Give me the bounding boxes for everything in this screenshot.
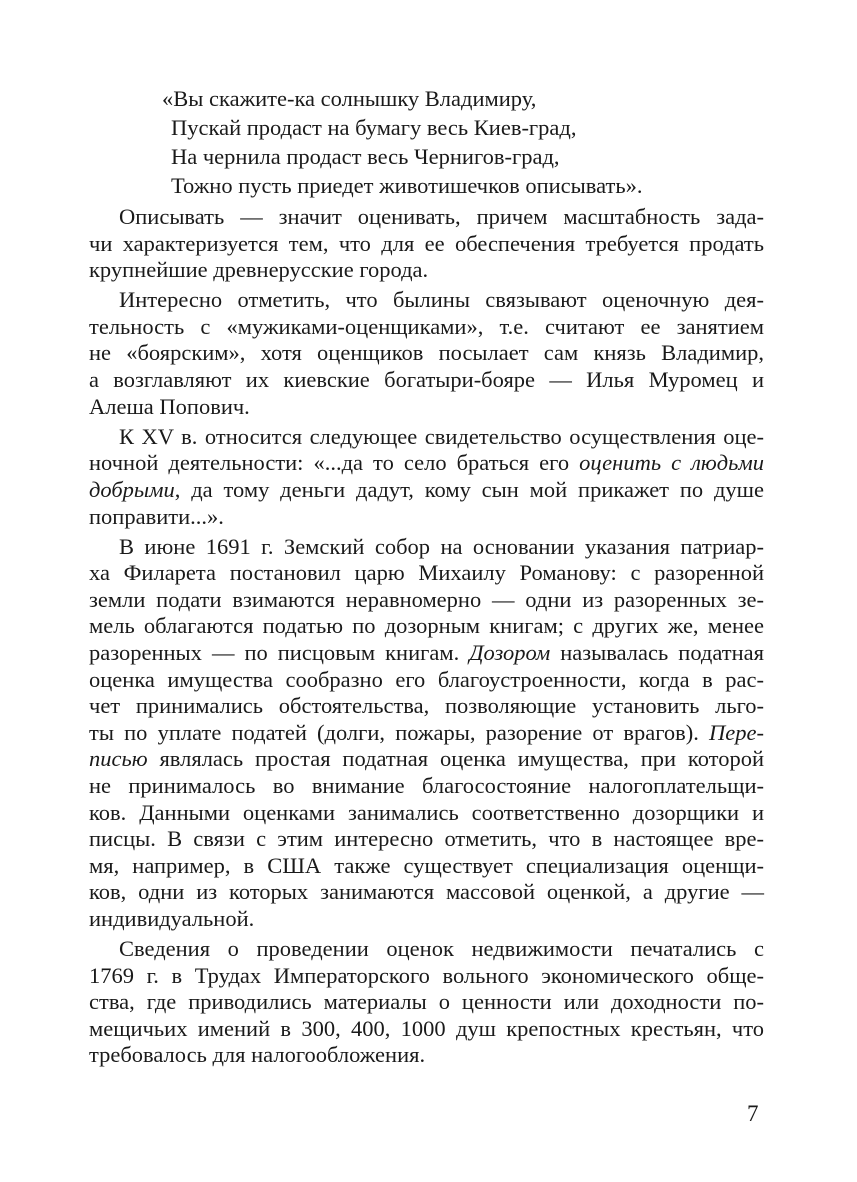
text-line: Интересно отметить, что былины связывают оценочную дея- (119, 287, 764, 313)
text-segment: разоренных — по писцовым книгам. (89, 640, 470, 665)
verse-line: Пускай продаст на бумагу весь Киев-град, (171, 115, 577, 140)
text-line: чет принимались обстоятельства, позволяющие установить льго- (89, 693, 764, 719)
text-line: ков, одни из которых занимаются массовой оценкой, а другие — (89, 879, 764, 905)
paragraph (89, 424, 764, 530)
text-line: ха Филарета постановил царю Михаилу Романову: с разоренной (89, 560, 764, 586)
text-line: оценка имущества сообразно его благоустроенности, когда в рас- (89, 666, 764, 692)
text-line: мещичьих имений в 300, 400, 1000 душ крепостных крестьян, что (89, 1015, 764, 1041)
text-segment: , да тому деньги дадут, кому сын мой прикажет по душе (174, 476, 764, 502)
verse-line: «Вы скажите-ка солнышку Владимиру, (162, 86, 537, 111)
text-line: индивидуальной. (89, 905, 255, 931)
text-line: требовалось для налогообложения. (89, 1042, 426, 1068)
italic-term: оценить с людьми (579, 450, 765, 476)
text-line (89, 477, 764, 504)
text-line: 1769 г. в Трудах Императорского вольного экономического обще- (89, 962, 764, 988)
verse-line: Тожно пусть приедет животишечков описывать». (171, 173, 643, 198)
text-line: тельность с «мужиками-оценщиками», т.е. считают ее занятием (89, 313, 764, 339)
italic-term: писью (89, 746, 148, 772)
text-line (89, 746, 764, 773)
text-line (89, 720, 764, 747)
text-line: Описывать — значит оценивать, причем масштабность зада- (119, 204, 764, 229)
text-line: Сведения о проведении оценок недвижимости печатались с (119, 936, 764, 962)
text-line: ства, где приводились материалы о ценности или доходности по- (89, 989, 764, 1015)
text-line: не «боярским», хотя оценщиков посылает сам князь Владимир, (89, 340, 764, 366)
verse-line: На чернила продаст весь Чернигов-град, (171, 144, 560, 169)
page-number: 7 (747, 1101, 759, 1126)
italic-term: Пере- (709, 719, 764, 745)
text-line: В июне 1691 г. Земский собор на основании указания патриар- (119, 533, 764, 559)
text-line: мель облагаются податью по дозорным книгам; с других же, менее (89, 613, 764, 639)
text-segment: ночной деятельности: «...да то село браться его (89, 450, 580, 476)
verse-quote (162, 84, 762, 200)
text-line: писцы. В связи с этим интересно отметить, что в настоящее вре- (89, 826, 764, 852)
text-line: крупнейшие древнерусские города. (89, 257, 429, 283)
text-segment: называлась податная (550, 640, 764, 665)
body-text (89, 204, 764, 1073)
paragraph (89, 204, 764, 284)
text-segment: ты по уплате податей (долги, пожары, разорение от врагов). (89, 719, 710, 745)
text-line: К XV в. относится следующее свидетельство осуществления оце- (119, 423, 764, 449)
italic-term: Дозором (469, 640, 551, 665)
text-segment: являлась простая податная оценка имущества, при которой (147, 746, 764, 772)
text-line: поправити...». (89, 503, 224, 529)
text-line: а возглавляют их киевские богатыри-бояре — Илья Муромец и (89, 367, 764, 393)
text-line (89, 640, 764, 667)
paragraph (89, 287, 764, 420)
text-line: чи характеризуется тем, что для ее обеспечения требуется продать (89, 230, 764, 256)
text-line: мя, например, в США также существует специализация оценщи- (89, 852, 764, 878)
text-line: земли подати взимаются неравномерно — одни из разоренных зе- (89, 586, 764, 612)
text-line: не принималось во внимание благосостояние налогоплательщи- (89, 772, 764, 798)
paragraph (89, 534, 764, 933)
text-line (89, 450, 764, 477)
paragraph (89, 936, 764, 1069)
text-line: ков. Данными оценками занимались соответственно дозорщики и (89, 799, 764, 825)
text-line: Алеша Попович. (89, 393, 250, 419)
italic-term: добрыми (89, 476, 175, 502)
